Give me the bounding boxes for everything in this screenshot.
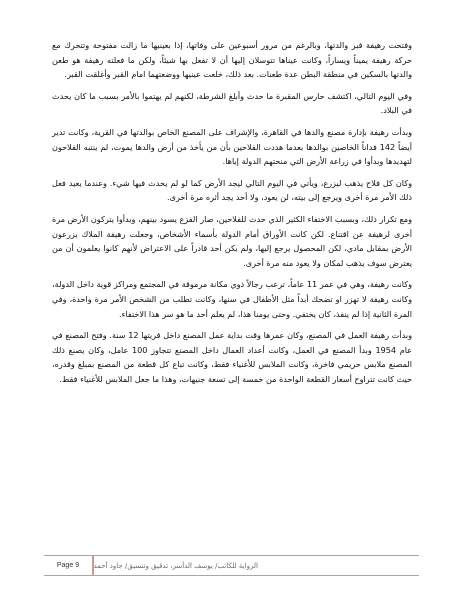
- footer-title: الرواية للكاتب/ يوسف الدأسر، تدقيق وتنسيق/ جاود أحمد: [93, 561, 258, 570]
- body-text: [52, 38, 412, 393]
- paragraph-5: ومع تكرار ذلك، وبسبب الاختفاء الكثير الذي حدث للفلاحين، صار الفزع يسود بينهم، وبدأوا يتركون الأرض مرة أخرى لرهيفة عن اقتناع. لكن كانت الأوراق أمام الدولة بأسماء الأشخاص، وجعلت رهيفة الملاك يزرعون الأرض بمقابل مادي، لكن المحصول يرجع إليها، ولم يكن أحد قادراً على الاعتراض لأنهم كانوا يعلمون أن من يعترض سوف يذهب لمكان ولا يعود منه مرة أخرى.: [52, 213, 412, 268]
- paragraph-7: وبدأت رهيفة العمل في المصنع، وكان عمرها وقت بداية عمل المصنع داخل قريتها 12 سنة. وفتح المصنع في عام 1954 وبدأ المصنع في العمل، وكانت أعداد العمال داخل المصنع تتجاوز 100 عامل، وكان يصنع ذلك المصنع ملابس حريمي فاخرة، وكانت الملابس للأغنياء فقط، وكانت تباع كل قطعة من المصنع بمبلغ وقدره، حيث كانت تتراوح أسعار القطعة الواحدة من خمسة إلى تسعة جنيهات، وهذا ما جعل الملابس للأغنياء فقط.: [52, 330, 412, 384]
- page-number: 9: [75, 562, 80, 569]
- paragraph-1: وفتحت رهيفة قبر والدتها، وبالرغم من مرور أسبوعين على وفاتها، إذا بعينيها ما زالت مفتوحة وتتحرك مع حركة رهيفة يميناً ويساراً، وكانت عيناها تتوسلان إليها أن لا تفعل بها شيئاً، ولكن ما فعلته رهيفة هو طعن والدتها بالسكين في منطقة البطن عدة طعنات. بعد ذلك، خلعت عينيها ووضعتهما امام القبر وأغلقت القبر.: [52, 40, 412, 80]
- page-number-box: [44, 556, 92, 575]
- paragraph-3: وبدأت رهيفة بإدارة مصنع والدها في القاهرة، والإشراف على المصنع الخاص بوالدتها في القرية، وكانت تدير أيضاً 142 فداناً الخاصين بوالدها بعدما هددت الفلاحين بأن من يأخذ من أرض والدها يموت، لم ينتبه الفلاحون لتهديدها وبدأوا في زراعة الأرض التي منحتهم الدولة إياها.: [52, 126, 412, 167]
- page-footer: [44, 555, 419, 576]
- paragraph-2: وفي اليوم التالي، اكتشف حارس المقبرة ما حدث وأبلغ الشرطة، لكنهم لم يهتموا بالأمر بسبب ما كان يحدث في البلاد.: [52, 90, 412, 116]
- page-label: Page: [56, 562, 74, 569]
- paragraph-6: وكانت رهيفة، وهي في عمر 11 عاماً، ترعب رجالاً ذوي مكانة مرموقة في المجتمع ومراكز قوية داخل الدولة، وكانت رهيفة لا تهزر او تضحك أبداً مثل الأطفال في سنها، وكانت تطلب من الشخص الأمر مرة واحدة، وفي المرة الثانية إذا لم ينفذ، كان يختفي. وحتى يومنا هذا، لم يعلم أحد ما هو سر هذا الاختفاء.: [52, 279, 412, 319]
- paragraph-4: وكان كل فلاح يذهب ليزرع، ويأتي في اليوم التالي ليجد الأرض كما لو لم يحدث فيها شيء. وعندما يعيد فعل ذلك الأمر مرة أخرى ويرجع إلى بيته، لن يعود، ولا أحد يجد أثره مرة أخرى.: [52, 177, 412, 203]
